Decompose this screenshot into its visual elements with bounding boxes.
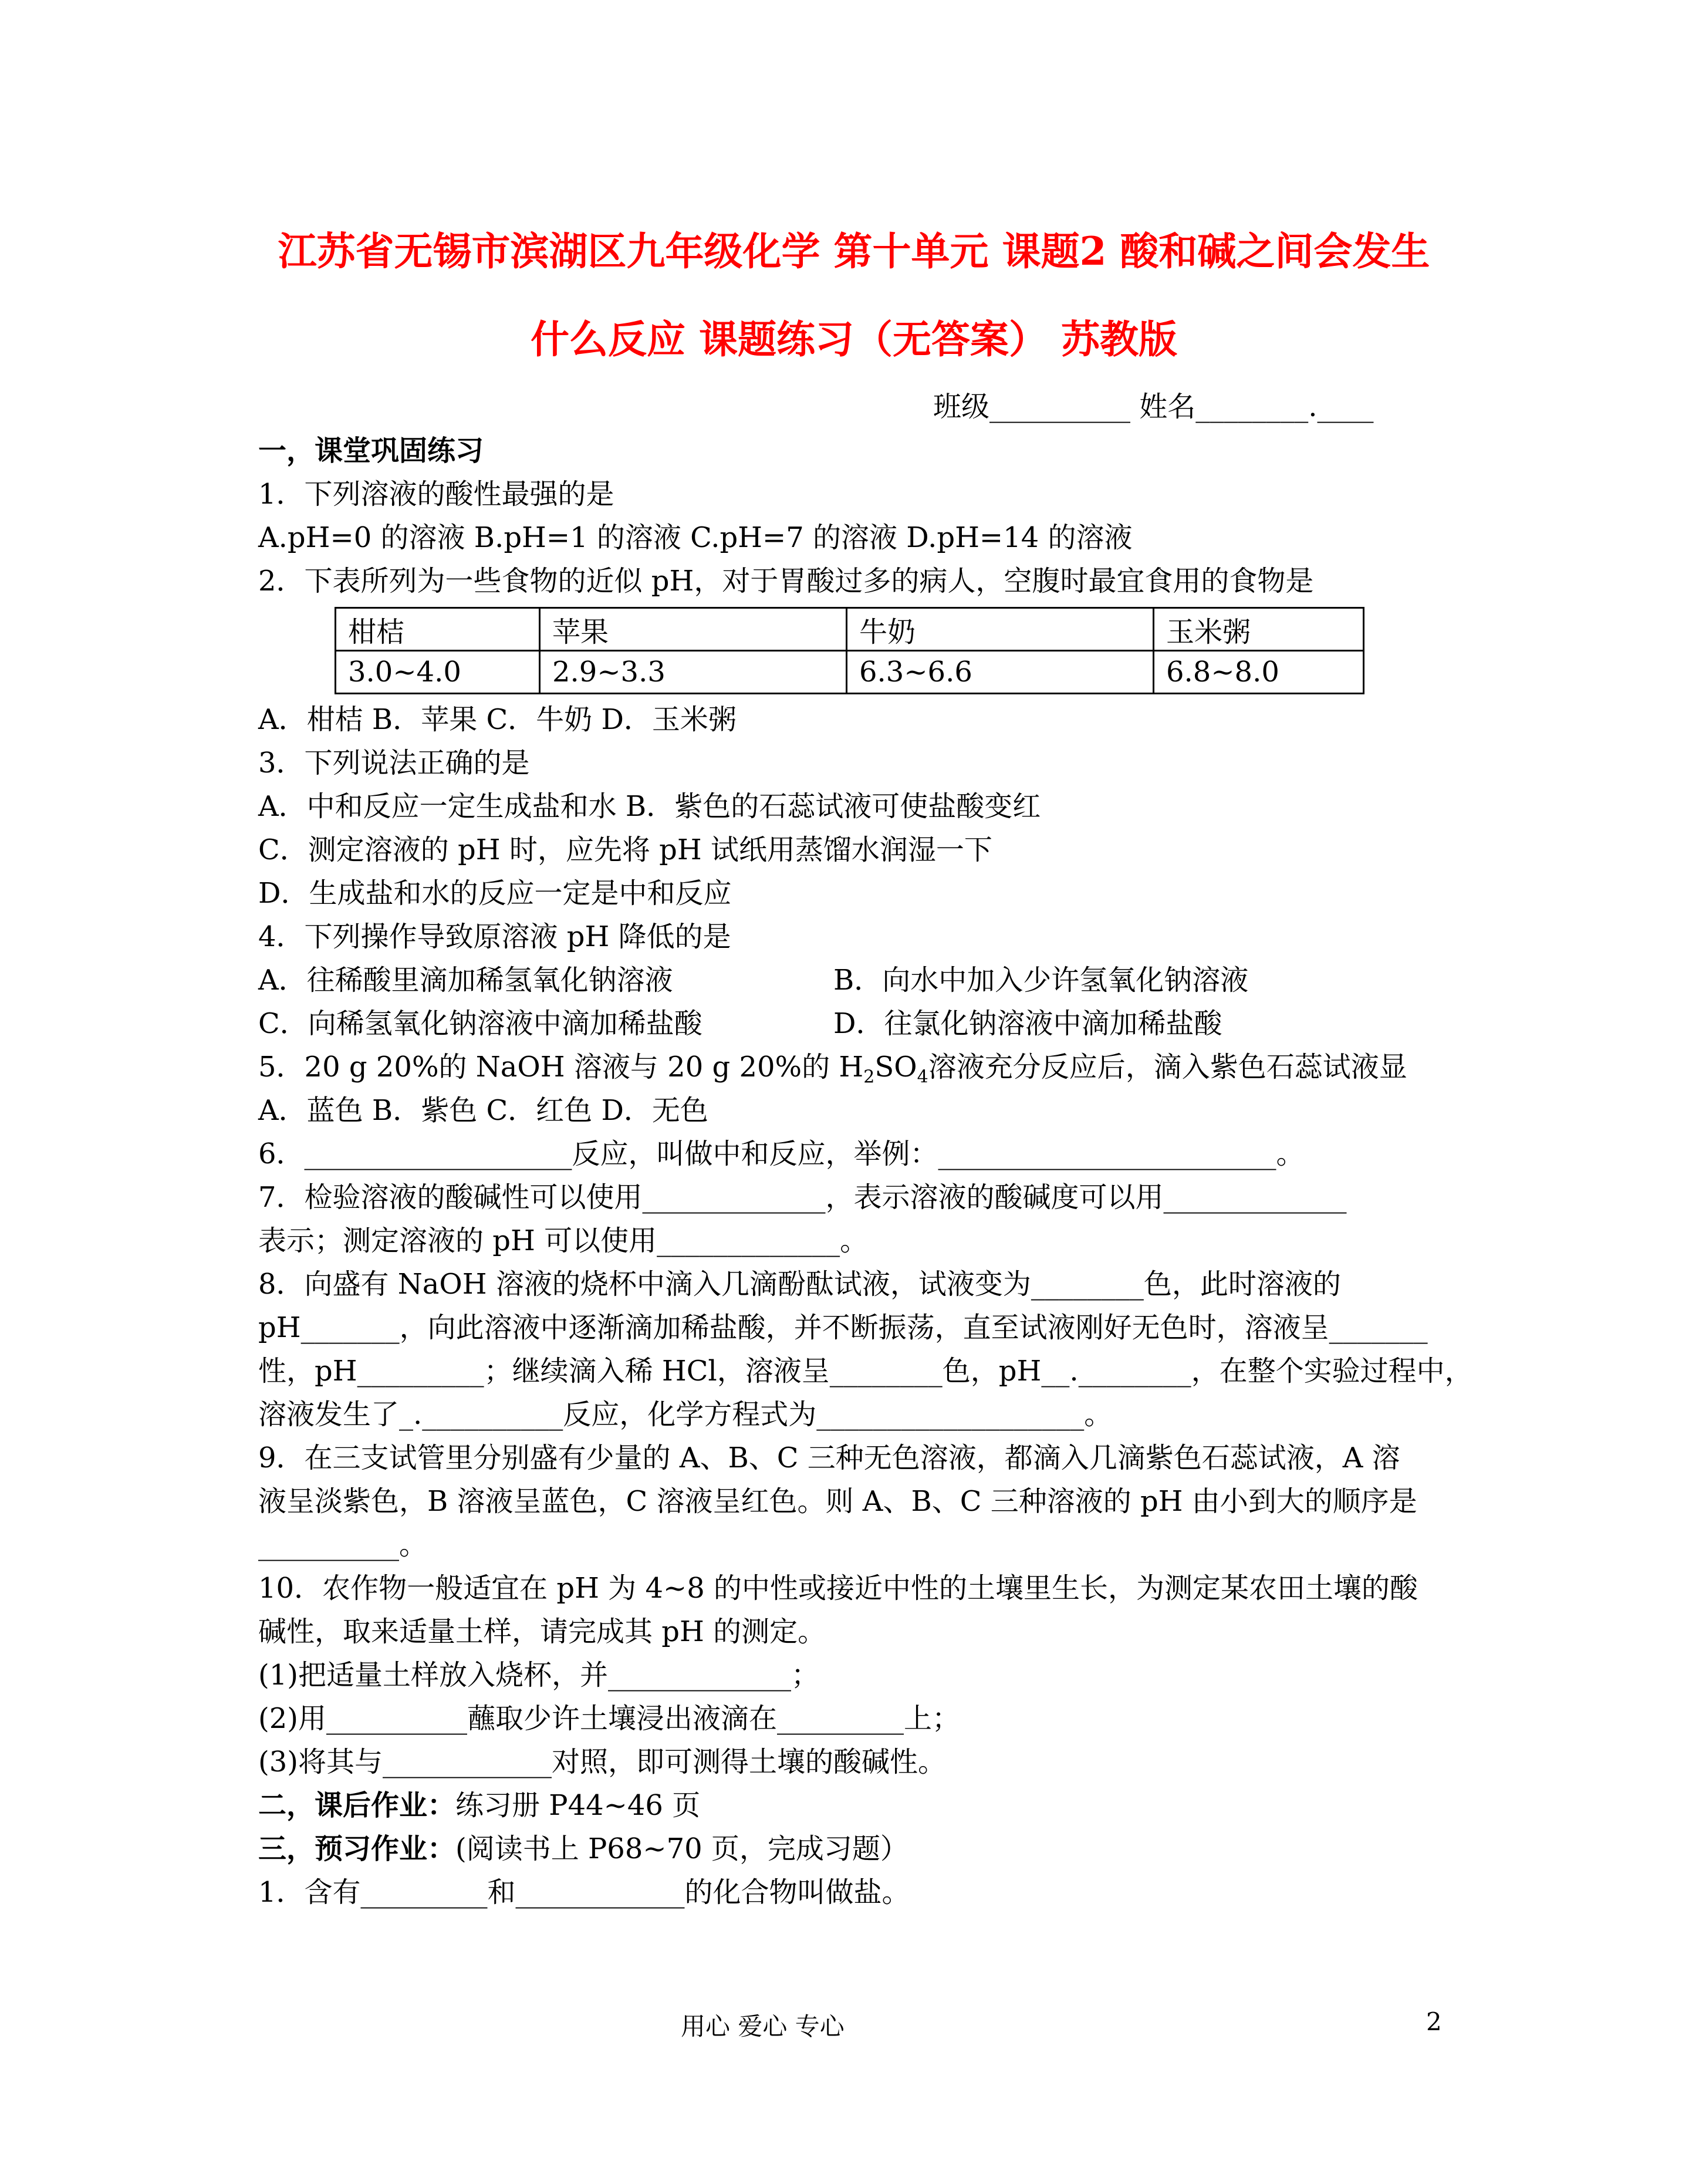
table-cell: 2.9~3.3	[540, 651, 847, 694]
table-header-cell: 牛奶	[847, 608, 1154, 651]
table-header-row	[336, 608, 1364, 651]
table-cell: 6.3~6.6	[847, 651, 1154, 694]
question-8-line-3: 性，pH_________；继续滴入稀 HCl，溶液呈________色，pH__.________，在整个实验过程中，	[258, 1355, 1473, 1388]
section-2-label: 二，课后作业：	[258, 1789, 456, 1822]
table-header-cell: 柑桔	[336, 608, 540, 651]
question-9-line-2: 液呈淡紫色，B 溶液呈蓝色，C 溶液呈红色。则 A、B、C 三种溶液的 pH 由小到大的顺序是	[258, 1485, 1417, 1518]
table-cell: 3.0~4.0	[336, 651, 540, 694]
document-title-line-2: 什么反应 课题练习（无答案） 苏教版	[531, 316, 1177, 362]
question-4-option-c: C．向稀氢氧化钠溶液中滴加稀盐酸	[258, 1007, 702, 1040]
food-ph-table	[335, 607, 1364, 694]
question-5-stem-post: 溶液充分反应后，滴入紫色石蕊试液显	[928, 1051, 1407, 1083]
section-1-heading: 一，课堂巩固练习	[258, 434, 484, 467]
table-cell: 6.8~8.0	[1154, 651, 1364, 694]
section-3-text: (阅读书上 P68~70 页，完成习题）	[455, 1832, 908, 1865]
section-2-text: 练习册 P44~46 页	[455, 1789, 701, 1822]
question-10-step-1: (1)把适量土样放入烧杯，并_____________；	[258, 1659, 819, 1692]
question-8-line-2: pH_______，向此溶液中逐渐滴加稀盐酸，并不断振荡，直至试液刚好无色时，溶液呈_______	[258, 1311, 1428, 1344]
section-2	[258, 1788, 1450, 1823]
question-3-option-c: C．测定溶液的 pH 时，应先将 pH 试纸用蒸馏水润湿一下	[258, 833, 992, 866]
table-header-cell: 玉米粥	[1154, 608, 1364, 651]
document-title-line-1: 江苏省无锡市滨湖区九年级化学 第十单元 课题2 酸和碱之间会发生	[278, 228, 1430, 274]
section-3-question-1: 1．含有_________和____________的化合物叫做盐。	[258, 1876, 910, 1909]
question-5-stem	[258, 1049, 1450, 1095]
question-3-stem: 3．下列说法正确的是	[258, 747, 530, 779]
class-name-fields: 班级__________ 姓名________.____	[933, 390, 1374, 423]
question-7-line-1: 7．检验溶液的酸碱性可以使用_____________，表示溶液的酸碱度可以用_____________	[258, 1181, 1347, 1214]
question-2-options: A．柑桔 B．苹果 C．牛奶 D．玉米粥	[258, 703, 737, 736]
question-5-options: A．蓝色 B．紫色 C．红色 D．无色	[258, 1094, 708, 1127]
question-1-stem: 1．下列溶液的酸性最强的是	[258, 478, 614, 511]
question-4-option-a: A．往稀酸里滴加稀氢氧化钠溶液	[258, 964, 673, 997]
question-7-line-2: 表示；测定溶液的 pH 可以使用_____________。	[258, 1224, 869, 1257]
question-4-option-d: D．往氯化钠溶液中滴加稀盐酸	[833, 1007, 1222, 1040]
subscript: 2	[863, 1066, 875, 1088]
table-header-cell: 苹果	[540, 608, 847, 651]
question-8-line-4: 溶液发生了_.__________反应，化学方程式为___________________。	[258, 1398, 1113, 1431]
question-4-option-b: B．向水中加入少许氢氧化钠溶液	[833, 964, 1249, 997]
question-3-options-ab: A．中和反应一定生成盐和水 B．紫色的石蕊试液可使盐酸变红	[258, 790, 1041, 823]
section-3	[258, 1831, 1450, 1866]
question-10-step-2: (2)用__________蘸取少许土壤浸出液滴在_________上；	[258, 1702, 960, 1735]
question-9-line-3: __________。	[258, 1528, 428, 1561]
subscript: 4	[917, 1066, 928, 1088]
question-1-options: A.pH=0 的溶液 B.pH=1 的溶液 C.pH=7 的溶液 D.pH=14 的溶液	[258, 521, 1133, 554]
question-10-step-3: (3)将其与____________对照，即可测得土壤的酸碱性。	[258, 1746, 946, 1778]
page-number: 2	[1426, 2007, 1442, 2036]
question-8-line-1: 8．向盛有 NaOH 溶液的烧杯中滴入几滴酚酞试液，试液变为________色，此时溶液的	[258, 1268, 1341, 1301]
question-10-line-2: 碱性，取来适量土样，请完成其 pH 的测定。	[258, 1615, 826, 1648]
question-9-line-1: 9．在三支试管里分别盛有少量的 A、B、C 三种无色溶液，都滴入几滴紫色石蕊试液，A 溶	[258, 1442, 1400, 1474]
question-3-option-d: D．生成盐和水的反应一定是中和反应	[258, 877, 732, 910]
question-5-stem-pre: 5．20 g 20%的 NaOH 溶液与 20 g 20%的 H	[258, 1051, 864, 1083]
question-10-line-1: 10．农作物一般适宜在 pH 为 4~8 的中性或接近中性的土壤里生长，为测定某农田土壤的酸	[258, 1572, 1418, 1605]
table-row	[336, 651, 1364, 694]
question-2-stem: 2．下表所列为一些食物的近似 pH，对于胃酸过多的病人，空腹时最宜食用的食物是	[258, 565, 1314, 598]
question-4-stem: 4．下列操作导致原溶液 pH 降低的是	[258, 920, 731, 953]
footer-motto: 用心 爱心 专心	[681, 2012, 845, 2041]
section-3-label: 三，预习作业：	[258, 1832, 456, 1865]
question-5-stem-mid: SO	[874, 1051, 917, 1083]
question-6: 6．___________________反应，叫做中和反应，举例：________________________。	[258, 1137, 1305, 1170]
